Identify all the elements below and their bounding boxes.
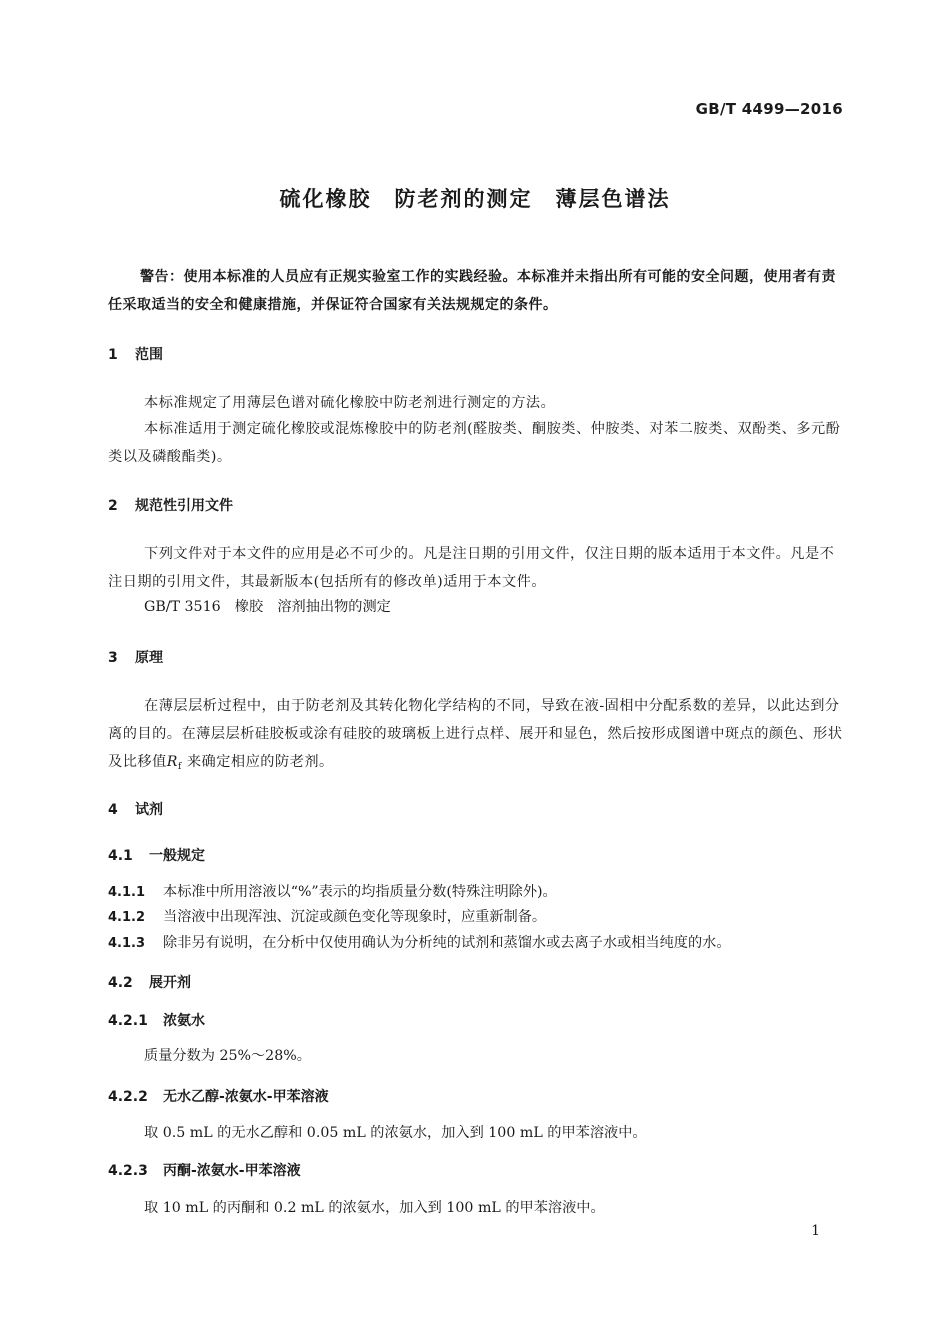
section-4-heading [108,799,163,819]
section-title: 规范性引用文件 [135,498,233,514]
scope-paragraph-1: 本标准规定了用薄层色谱对硫化橡胶中防老剂进行测定的方法。 [144,395,556,411]
ammonia-concentration-text: 质量分数为 25%～28%。 [144,1048,311,1064]
subsection-number: 4.2 [108,975,133,991]
section-4-2-3-heading [108,1160,301,1180]
clause-text: 当溶液中出现浑浊、沉淀或颜色变化等现象时，应重新制备。 [163,909,547,925]
subsection-number: 4.2.3 [108,1163,148,1179]
subsection-title: 一般规定 [149,848,205,864]
subsection-title: 展开剂 [149,975,191,991]
clause-number: 4.1.2 [108,910,146,925]
normative-references-paragraph: 下列文件对于本文件的应用是必不可少的。凡是注日期的引用文件，仅注日期的版本适用于本文件。凡是不注日期的引用文件，其最新版本(包括所有的修改单)适用于本文件。 [108,546,835,590]
principle-text: 在薄层层析过程中，由于防老剂及其转化物化学结构的不同，导致在液-固相中分配系数的差异，以此达到分离的目的。在薄层层析硅胶板或涂有硅胶的玻璃板上进行点样、展开和显色，然后按形成图谱中斑点的颜色、形状及比移值 [108,698,843,770]
section-4-2-heading [108,972,191,992]
list-item [108,881,557,901]
section-number: 4 [108,802,118,818]
warning-paragraph: 警告：使用本标准的人员应有正规实验室工作的实践经验。本标准并未指出所有可能的安全问题，使用者有责任采取适当的安全和健康措施，并保证符合国家有关法规规定的条件。 [108,269,836,313]
section-number: 1 [108,347,118,363]
subsection-number: 4.1 [108,848,133,864]
principle-text-tail: 来确定相应的防老剂。 [186,754,334,770]
section-title: 试剂 [135,802,163,818]
clause-text: 本标准中所用溶液以“%”表示的均指质量分数(特殊注明除外)。 [163,884,557,900]
section-4-1-heading [108,845,205,865]
clause-number: 4.1.1 [108,885,146,900]
rf-symbol: R [166,754,178,770]
ethanol-solution-text: 取 0.5 mL 的无水乙醇和 0.05 mL 的浓氨水，加入到 100 mL 的甲苯溶液中。 [144,1125,647,1141]
scope-paragraph-2: 本标准适用于测定硫化橡胶或混炼橡胶中的防老剂(醛胺类、酮胺类、仲胺类、对苯二胺类、双酚类、多元酚类以及磷酸酯类)。 [108,421,841,465]
section-4-2-2-heading [108,1086,329,1106]
section-4-2-1-heading [108,1010,205,1030]
clause-number: 4.1.3 [108,936,146,951]
section-number: 2 [108,498,118,514]
rf-subscript: f [177,762,182,772]
subsection-title: 丙酮-浓氨水-甲苯溶液 [163,1163,301,1179]
section-1-heading [108,344,163,364]
standard-number: GB/T 4499—2016 [695,100,843,118]
section-title: 原理 [135,650,163,666]
section-title: 范围 [135,347,163,363]
section-2-heading [108,495,233,515]
acetone-solution-text: 取 10 mL 的丙酮和 0.2 mL 的浓氨水，加入到 100 mL 的甲苯溶液中。 [144,1200,605,1216]
subsection-title: 浓氨水 [163,1013,205,1029]
reference-gbt-3516: GB/T 3516 橡胶 溶剂抽出物的测定 [144,599,391,615]
page-number: 1 [811,1223,820,1239]
subsection-number: 4.2.2 [108,1089,148,1105]
subsection-number: 4.2.1 [108,1013,148,1029]
list-item [108,906,546,926]
section-number: 3 [108,650,118,666]
clause-text: 除非另有说明，在分析中仅使用确认为分析纯的试剂和蒸馏水或去离子水或相当纯度的水。 [163,935,731,951]
document-title: 硫化橡胶 防老剂的测定 薄层色谱法 [279,187,671,211]
list-item [108,932,731,952]
section-3-heading [108,647,163,667]
principle-paragraph [108,692,843,781]
subsection-title: 无水乙醇-浓氨水-甲苯溶液 [163,1089,329,1105]
